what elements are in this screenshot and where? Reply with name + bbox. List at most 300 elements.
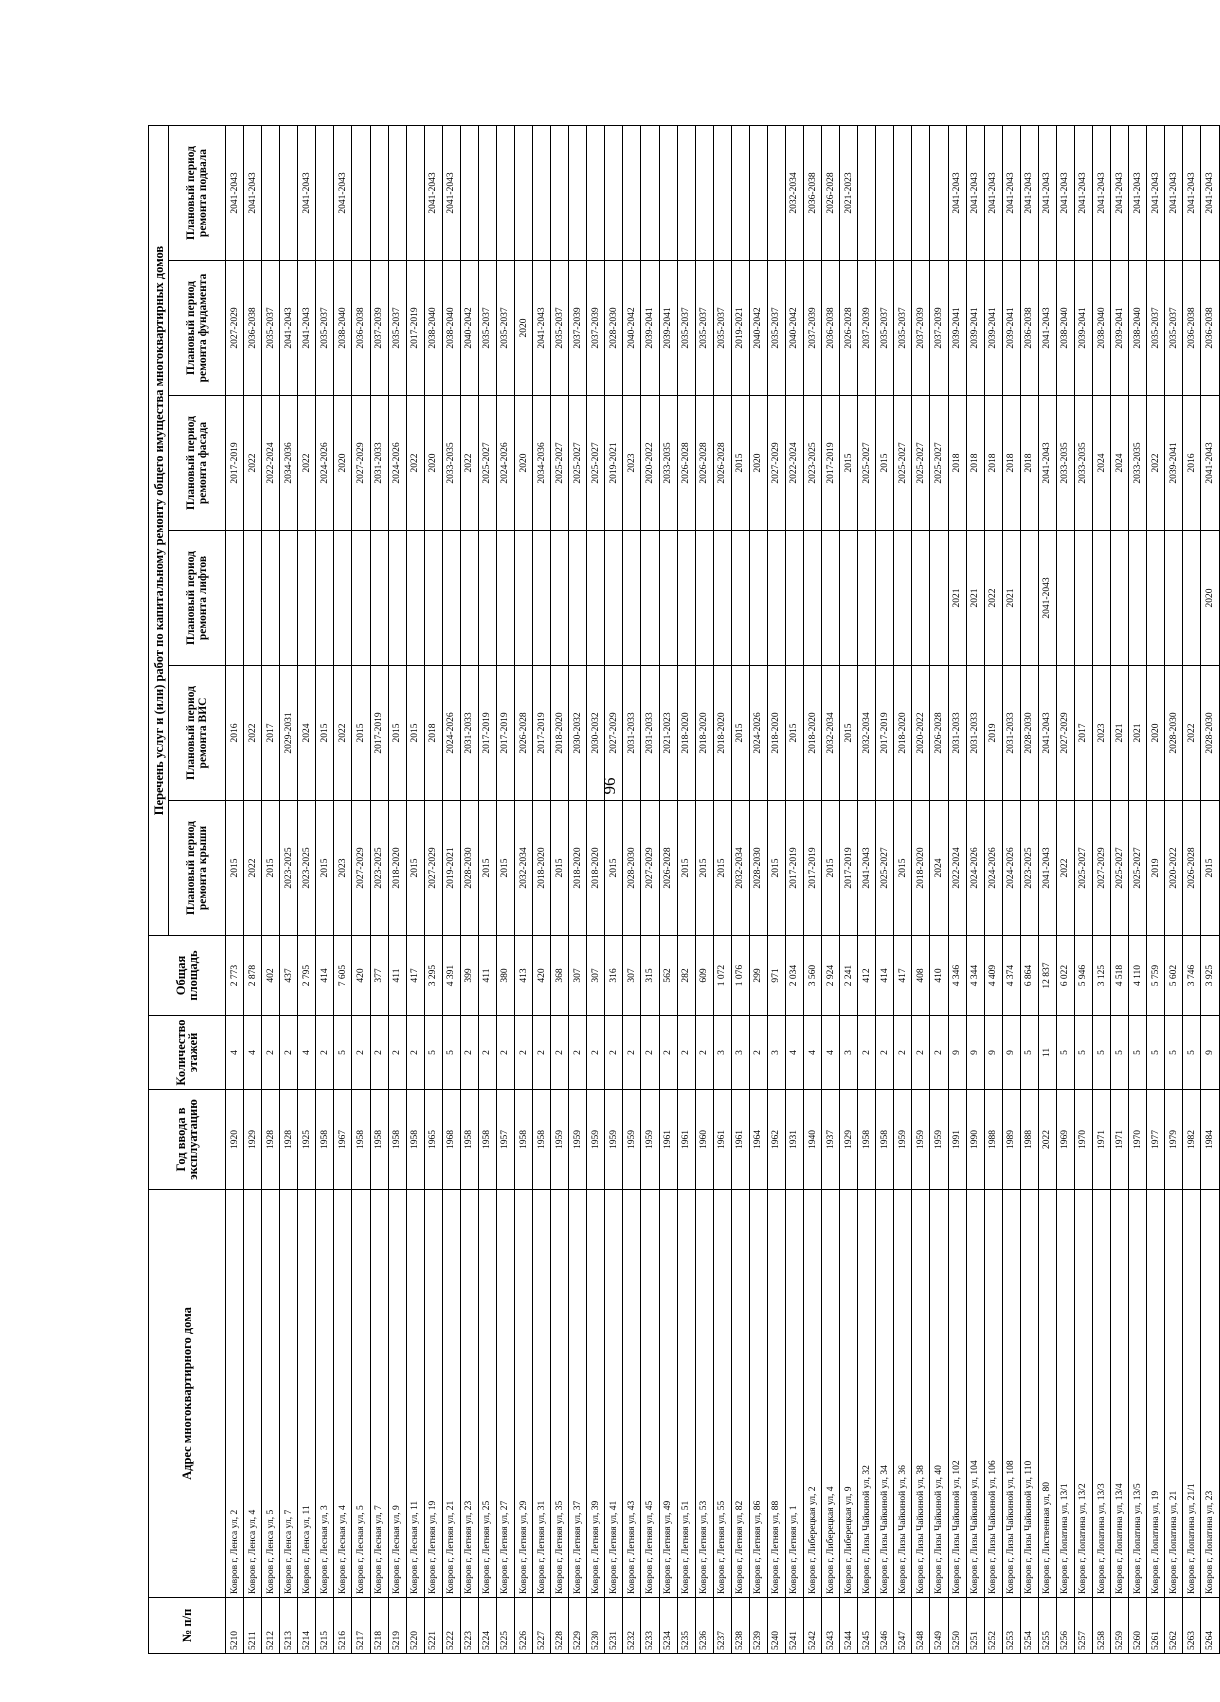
vis-period-cell: 2022	[244, 666, 262, 801]
roof-period-cell: 2015	[822, 801, 840, 936]
header-year: Год ввода в эксплуатацию	[149, 1090, 226, 1190]
roof-period-cell: 2028-2030	[623, 801, 641, 936]
facade-period-cell: 2022	[1147, 396, 1165, 531]
year-cell: 1979	[1165, 1090, 1183, 1190]
row-number-cell: 5241	[785, 1598, 803, 1654]
address-cell: Ковров г, Летняя ул, 55	[713, 1190, 731, 1598]
vis-period-cell: 2015	[316, 666, 334, 801]
address-cell: Ковров г, Лопатина ул, 13/1	[1056, 1190, 1074, 1598]
foundation-period-cell: 2035-2037	[894, 261, 912, 396]
area-cell: 4 110	[1129, 936, 1147, 1016]
lifts-period-cell	[623, 531, 641, 666]
address-cell: Ковров г, Летняя ул, 23	[460, 1190, 478, 1598]
table-row	[316, 126, 334, 1654]
lifts-period-cell: 2022	[984, 531, 1002, 666]
roof-period-cell: 2026-2028	[1183, 801, 1201, 936]
roof-period-cell: 2027-2029	[641, 801, 659, 936]
row-number-cell: 5227	[533, 1598, 551, 1654]
floors-cell: 2	[370, 1016, 388, 1090]
facade-period-cell: 2025-2027	[551, 396, 569, 531]
foundation-period-cell: 2036-2038	[1020, 261, 1038, 396]
row-number-cell: 5232	[623, 1598, 641, 1654]
lifts-period-cell	[569, 531, 587, 666]
address-cell: Ковров г, Лесная ул, 11	[406, 1190, 424, 1598]
roof-period-cell: 2023-2025	[280, 801, 298, 936]
area-cell: 411	[388, 936, 406, 1016]
foundation-period-cell: 2039-2041	[659, 261, 677, 396]
row-number-cell: 5245	[858, 1598, 876, 1654]
lifts-period-cell	[1147, 531, 1165, 666]
year-cell: 1958	[533, 1090, 551, 1190]
lifts-period-cell	[659, 531, 677, 666]
foundation-period-cell: 2039-2041	[1002, 261, 1020, 396]
table-row	[840, 126, 858, 1654]
basement-period-cell	[767, 126, 785, 261]
facade-period-cell: 2018	[1002, 396, 1020, 531]
foundation-period-cell: 2035-2037	[388, 261, 406, 396]
floors-cell: 9	[948, 1016, 966, 1090]
vis-period-cell: 2016	[226, 666, 244, 801]
table-row	[948, 126, 966, 1654]
year-cell: 1977	[1147, 1090, 1165, 1190]
foundation-period-cell: 2036-2038	[244, 261, 262, 396]
vis-period-cell: 2041-2043	[1038, 666, 1056, 801]
year-cell: 1959	[551, 1090, 569, 1190]
row-number-cell: 5229	[569, 1598, 587, 1654]
header-facade: Плановый период ремонта фасада	[169, 396, 226, 531]
row-number-cell: 5253	[1002, 1598, 1020, 1654]
vis-period-cell: 2031-2033	[460, 666, 478, 801]
facade-period-cell: 2022-2024	[262, 396, 280, 531]
facade-period-cell: 2033-2035	[442, 396, 460, 531]
address-cell: Ковров г, Ленса ул, 5	[262, 1190, 280, 1598]
roof-period-cell: 2018-2020	[587, 801, 605, 936]
row-number-cell: 5212	[262, 1598, 280, 1654]
foundation-period-cell: 2027-2029	[226, 261, 244, 396]
row-number-cell: 5259	[1111, 1598, 1129, 1654]
area-cell: 4 374	[1002, 936, 1020, 1016]
table-row	[641, 126, 659, 1654]
address-cell: Ковров г, Летняя ул, 88	[767, 1190, 785, 1598]
floors-cell: 2	[388, 1016, 406, 1090]
facade-period-cell: 2022	[460, 396, 478, 531]
roof-period-cell: 2025-2027	[876, 801, 894, 936]
capital-repair-table	[148, 125, 1220, 1654]
floors-cell: 2	[876, 1016, 894, 1090]
address-cell: Ковров г, Лизы Чайкиной ул, 108	[1002, 1190, 1020, 1598]
table-row	[515, 126, 533, 1654]
area-cell: 1 072	[713, 936, 731, 1016]
roof-period-cell: 2028-2030	[749, 801, 767, 936]
address-cell: Ковров г, Либерецкая ул, 4	[822, 1190, 840, 1598]
table-row	[623, 126, 641, 1654]
roof-period-cell: 2032-2034	[515, 801, 533, 936]
facade-period-cell: 2033-2035	[1056, 396, 1074, 531]
row-number-cell: 5256	[1056, 1598, 1074, 1654]
lifts-period-cell	[858, 531, 876, 666]
table-row	[1147, 126, 1165, 1654]
table-row	[352, 126, 370, 1654]
foundation-period-cell: 2019-2021	[731, 261, 749, 396]
roof-period-cell: 2025-2027	[1074, 801, 1092, 936]
lifts-period-cell	[1093, 531, 1111, 666]
lifts-period-cell	[641, 531, 659, 666]
lifts-period-cell	[352, 531, 370, 666]
row-number-cell: 5221	[424, 1598, 442, 1654]
floors-cell: 4	[298, 1016, 316, 1090]
foundation-period-cell: 2035-2037	[316, 261, 334, 396]
address-cell: Ковров г, Летняя ул, 82	[731, 1190, 749, 1598]
table-row	[731, 126, 749, 1654]
address-cell: Ковров г, Лопатина ул, 13/5	[1129, 1190, 1147, 1598]
lifts-period-cell	[785, 531, 803, 666]
area-cell: 2 241	[840, 936, 858, 1016]
table-row	[280, 126, 298, 1654]
floors-cell: 2	[930, 1016, 948, 1090]
row-number-cell: 5248	[912, 1598, 930, 1654]
vis-period-cell: 2020-2022	[912, 666, 930, 801]
roof-period-cell: 2022	[244, 801, 262, 936]
basement-period-cell: 2041-2043	[1183, 126, 1201, 261]
foundation-period-cell: 2036-2038	[822, 261, 840, 396]
address-cell: Ковров г, Лизы Чайкиной ул, 102	[948, 1190, 966, 1598]
lifts-period-cell	[767, 531, 785, 666]
address-cell: Ковров г, Летняя ул, 49	[659, 1190, 677, 1598]
vis-period-cell: 2020	[1147, 666, 1165, 801]
roof-period-cell: 2027-2029	[352, 801, 370, 936]
facade-period-cell: 2025-2027	[894, 396, 912, 531]
table-row	[1129, 126, 1147, 1654]
floors-cell: 4	[785, 1016, 803, 1090]
header-address: Адрес многоквартирного дома	[149, 1190, 226, 1598]
vis-period-cell: 2032-2034	[858, 666, 876, 801]
row-number-cell: 5262	[1165, 1598, 1183, 1654]
address-cell: Ковров г, Лизы Чайкиной ул, 38	[912, 1190, 930, 1598]
area-cell: 6 022	[1056, 936, 1074, 1016]
vis-period-cell: 2024-2026	[749, 666, 767, 801]
vis-period-cell: 2018-2020	[894, 666, 912, 801]
foundation-period-cell: 2038-2040	[442, 261, 460, 396]
basement-period-cell: 2041-2043	[226, 126, 244, 261]
address-cell: Ковров г, Либерецкая ул, 9	[840, 1190, 858, 1598]
area-cell: 299	[749, 936, 767, 1016]
address-cell: Ковров г, Лесная ул, 9	[388, 1190, 406, 1598]
vis-period-cell: 2018	[424, 666, 442, 801]
foundation-period-cell: 2036-2038	[352, 261, 370, 396]
table-row	[785, 126, 803, 1654]
basement-period-cell: 2041-2043	[442, 126, 460, 261]
address-cell: Ковров г, Летняя ул, 43	[623, 1190, 641, 1598]
address-cell: Ковров г, Лизы Чайкиной ул, 40	[930, 1190, 948, 1598]
year-cell: 1929	[244, 1090, 262, 1190]
vis-period-cell: 2030-2032	[569, 666, 587, 801]
area-cell: 417	[406, 936, 424, 1016]
lifts-period-cell	[677, 531, 695, 666]
lifts-period-cell	[695, 531, 713, 666]
basement-period-cell	[496, 126, 514, 261]
row-number-cell: 5226	[515, 1598, 533, 1654]
floors-cell: 5	[442, 1016, 460, 1090]
basement-period-cell: 2041-2043	[1074, 126, 1092, 261]
basement-period-cell: 2041-2043	[1056, 126, 1074, 261]
facade-period-cell: 2020	[424, 396, 442, 531]
row-number-cell: 5249	[930, 1598, 948, 1654]
table-row	[533, 126, 551, 1654]
facade-period-cell: 2022	[244, 396, 262, 531]
year-cell: 2022	[1038, 1090, 1056, 1190]
area-cell: 5 602	[1165, 936, 1183, 1016]
table-row	[370, 126, 388, 1654]
floors-cell: 2	[659, 1016, 677, 1090]
row-number-cell: 5246	[876, 1598, 894, 1654]
lifts-period-cell	[605, 531, 623, 666]
lifts-period-cell	[804, 531, 822, 666]
facade-period-cell: 2016	[1183, 396, 1201, 531]
area-cell: 609	[695, 936, 713, 1016]
row-number-cell: 5247	[894, 1598, 912, 1654]
area-cell: 12 837	[1038, 936, 1056, 1016]
area-cell: 6 864	[1020, 936, 1038, 1016]
foundation-period-cell: 2038-2040	[1056, 261, 1074, 396]
year-cell: 1971	[1093, 1090, 1111, 1190]
vis-period-cell: 2017-2019	[876, 666, 894, 801]
year-cell: 1982	[1183, 1090, 1201, 1190]
row-number-cell: 5244	[840, 1598, 858, 1654]
facade-period-cell: 2025-2027	[912, 396, 930, 531]
year-cell: 1969	[1056, 1090, 1074, 1190]
address-cell: Ковров г, Лесная ул, 4	[334, 1190, 352, 1598]
facade-period-cell: 2020	[334, 396, 352, 531]
table-row	[876, 126, 894, 1654]
address-cell: Ковров г, Лесная ул, 5	[352, 1190, 370, 1598]
year-cell: 1967	[334, 1090, 352, 1190]
floors-cell: 2	[912, 1016, 930, 1090]
basement-period-cell: 2032-2034	[785, 126, 803, 261]
facade-period-cell: 2041-2043	[1201, 396, 1220, 531]
foundation-period-cell: 2036-2038	[1201, 261, 1220, 396]
lifts-period-cell	[298, 531, 316, 666]
vis-period-cell: 2021	[1129, 666, 1147, 801]
table-row	[605, 126, 623, 1654]
row-number-cell: 5222	[442, 1598, 460, 1654]
header-num: № п/п	[149, 1598, 226, 1654]
row-number-cell: 5237	[713, 1598, 731, 1654]
vis-period-cell: 2026-2028	[930, 666, 948, 801]
basement-period-cell	[858, 126, 876, 261]
row-number-cell: 5242	[804, 1598, 822, 1654]
roof-period-cell: 2017-2019	[804, 801, 822, 936]
roof-period-cell: 2019-2021	[442, 801, 460, 936]
basement-period-cell	[478, 126, 496, 261]
area-cell: 3 295	[424, 936, 442, 1016]
basement-period-cell	[460, 126, 478, 261]
vis-period-cell: 2018-2020	[804, 666, 822, 801]
facade-period-cell: 2024	[1093, 396, 1111, 531]
table-row	[804, 126, 822, 1654]
year-cell: 1970	[1074, 1090, 1092, 1190]
lifts-period-cell	[1020, 531, 1038, 666]
row-number-cell: 5228	[551, 1598, 569, 1654]
vis-period-cell: 2017-2019	[533, 666, 551, 801]
roof-period-cell: 2015	[226, 801, 244, 936]
row-number-cell: 5261	[1147, 1598, 1165, 1654]
year-cell: 1964	[749, 1090, 767, 1190]
facade-period-cell: 2034-2036	[533, 396, 551, 531]
roof-period-cell: 2015	[713, 801, 731, 936]
foundation-period-cell: 2035-2037	[496, 261, 514, 396]
floors-cell: 2	[605, 1016, 623, 1090]
basement-period-cell	[713, 126, 731, 261]
table-row	[912, 126, 930, 1654]
facade-period-cell: 2025-2027	[478, 396, 496, 531]
table-row	[1201, 126, 1220, 1654]
row-number-cell: 5252	[984, 1598, 1002, 1654]
table-row	[966, 126, 984, 1654]
vis-period-cell: 2024	[298, 666, 316, 801]
lifts-period-cell: 2021	[948, 531, 966, 666]
vis-period-cell: 2024-2026	[442, 666, 460, 801]
table-row	[424, 126, 442, 1654]
floors-cell: 2	[551, 1016, 569, 1090]
address-cell: Ковров г, Летняя ул, 51	[677, 1190, 695, 1598]
floors-cell: 2	[641, 1016, 659, 1090]
vis-period-cell: 2029-2031	[280, 666, 298, 801]
table-row	[388, 126, 406, 1654]
lifts-period-cell	[1129, 531, 1147, 666]
vis-period-cell: 2031-2033	[641, 666, 659, 801]
vis-period-cell: 2015	[388, 666, 406, 801]
address-cell: Ковров г, Лопатина ул, 13/4	[1111, 1190, 1129, 1598]
roof-period-cell: 2015	[551, 801, 569, 936]
vis-period-cell: 2015	[406, 666, 424, 801]
facade-period-cell: 2015	[840, 396, 858, 531]
floors-cell: 5	[1020, 1016, 1038, 1090]
row-number-cell: 5255	[1038, 1598, 1056, 1654]
facade-period-cell: 2022	[406, 396, 424, 531]
roof-period-cell: 2015	[767, 801, 785, 936]
roof-period-cell: 2022-2024	[948, 801, 966, 936]
row-number-cell: 5234	[659, 1598, 677, 1654]
year-cell: 1959	[894, 1090, 912, 1190]
basement-period-cell	[912, 126, 930, 261]
foundation-period-cell: 2039-2041	[1111, 261, 1129, 396]
foundation-period-cell: 2040-2042	[460, 261, 478, 396]
area-cell: 4 346	[948, 936, 966, 1016]
floors-cell: 2	[496, 1016, 514, 1090]
basement-period-cell: 2041-2043	[1002, 126, 1020, 261]
foundation-period-cell: 2039-2041	[948, 261, 966, 396]
row-number-cell: 5220	[406, 1598, 424, 1654]
floors-cell: 11	[1038, 1016, 1056, 1090]
roof-period-cell: 2017-2019	[785, 801, 803, 936]
vis-period-cell: 2017-2019	[496, 666, 514, 801]
basement-period-cell	[406, 126, 424, 261]
basement-period-cell	[569, 126, 587, 261]
roof-period-cell: 2020-2022	[1165, 801, 1183, 936]
row-number-cell: 5239	[749, 1598, 767, 1654]
table-row	[298, 126, 316, 1654]
foundation-period-cell: 2020	[515, 261, 533, 396]
floors-cell: 3	[713, 1016, 731, 1090]
facade-period-cell: 2024-2026	[496, 396, 514, 531]
area-cell: 562	[659, 936, 677, 1016]
year-cell: 1990	[966, 1090, 984, 1190]
roof-period-cell: 2015	[262, 801, 280, 936]
area-cell: 7 605	[334, 936, 352, 1016]
address-cell: Ковров г, Ленса ул, 2	[226, 1190, 244, 1598]
roof-period-cell: 2018-2020	[569, 801, 587, 936]
foundation-period-cell: 2038-2040	[424, 261, 442, 396]
roof-period-cell: 2024-2026	[1002, 801, 1020, 936]
address-cell: Ковров г, Летняя ул, 37	[569, 1190, 587, 1598]
lifts-period-cell	[442, 531, 460, 666]
table-row	[478, 126, 496, 1654]
lifts-period-cell	[894, 531, 912, 666]
year-cell: 1961	[677, 1090, 695, 1190]
table-row	[406, 126, 424, 1654]
basement-period-cell	[388, 126, 406, 261]
area-cell: 411	[478, 936, 496, 1016]
floors-cell: 9	[984, 1016, 1002, 1090]
year-cell: 1937	[822, 1090, 840, 1190]
address-cell: Ковров г, Ленса ул, 11	[298, 1190, 316, 1598]
address-cell: Ковров г, Ленса ул, 7	[280, 1190, 298, 1598]
year-cell: 1920	[226, 1090, 244, 1190]
row-number-cell: 5230	[587, 1598, 605, 1654]
facade-period-cell: 2020	[749, 396, 767, 531]
roof-period-cell: 2015	[496, 801, 514, 936]
lifts-period-cell	[1074, 531, 1092, 666]
rotated-table-container	[148, 126, 1220, 1654]
lifts-period-cell	[424, 531, 442, 666]
area-cell: 5 759	[1147, 936, 1165, 1016]
header-area: Общая площадь	[149, 936, 226, 1016]
lifts-period-cell	[334, 531, 352, 666]
lifts-period-cell	[731, 531, 749, 666]
facade-period-cell: 2025-2027	[587, 396, 605, 531]
facade-period-cell: 2026-2028	[677, 396, 695, 531]
year-cell: 1957	[496, 1090, 514, 1190]
header-roof: Плановый период ремонта крыши	[169, 801, 226, 936]
area-cell: 414	[876, 936, 894, 1016]
floors-cell: 3	[840, 1016, 858, 1090]
area-cell: 410	[930, 936, 948, 1016]
basement-period-cell: 2021-2023	[840, 126, 858, 261]
basement-period-cell	[930, 126, 948, 261]
facade-period-cell: 2039-2041	[1165, 396, 1183, 531]
roof-period-cell: 2041-2043	[1038, 801, 1056, 936]
year-cell: 1928	[262, 1090, 280, 1190]
roof-period-cell: 2041-2043	[858, 801, 876, 936]
address-cell: Ковров г, Летняя ул, 21	[442, 1190, 460, 1598]
roof-period-cell: 2015	[406, 801, 424, 936]
area-cell: 3 925	[1201, 936, 1220, 1016]
foundation-period-cell: 2038-2040	[1093, 261, 1111, 396]
area-cell: 368	[551, 936, 569, 1016]
year-cell: 1988	[984, 1090, 1002, 1190]
basement-period-cell	[551, 126, 569, 261]
year-cell: 1940	[804, 1090, 822, 1190]
floors-cell: 5	[1074, 1016, 1092, 1090]
facade-period-cell: 2019-2021	[605, 396, 623, 531]
roof-period-cell: 2019	[1147, 801, 1165, 936]
floors-cell: 2	[533, 1016, 551, 1090]
table-row	[551, 126, 569, 1654]
table-row	[930, 126, 948, 1654]
foundation-period-cell: 2037-2039	[912, 261, 930, 396]
roof-period-cell: 2015	[478, 801, 496, 936]
floors-cell: 2	[460, 1016, 478, 1090]
